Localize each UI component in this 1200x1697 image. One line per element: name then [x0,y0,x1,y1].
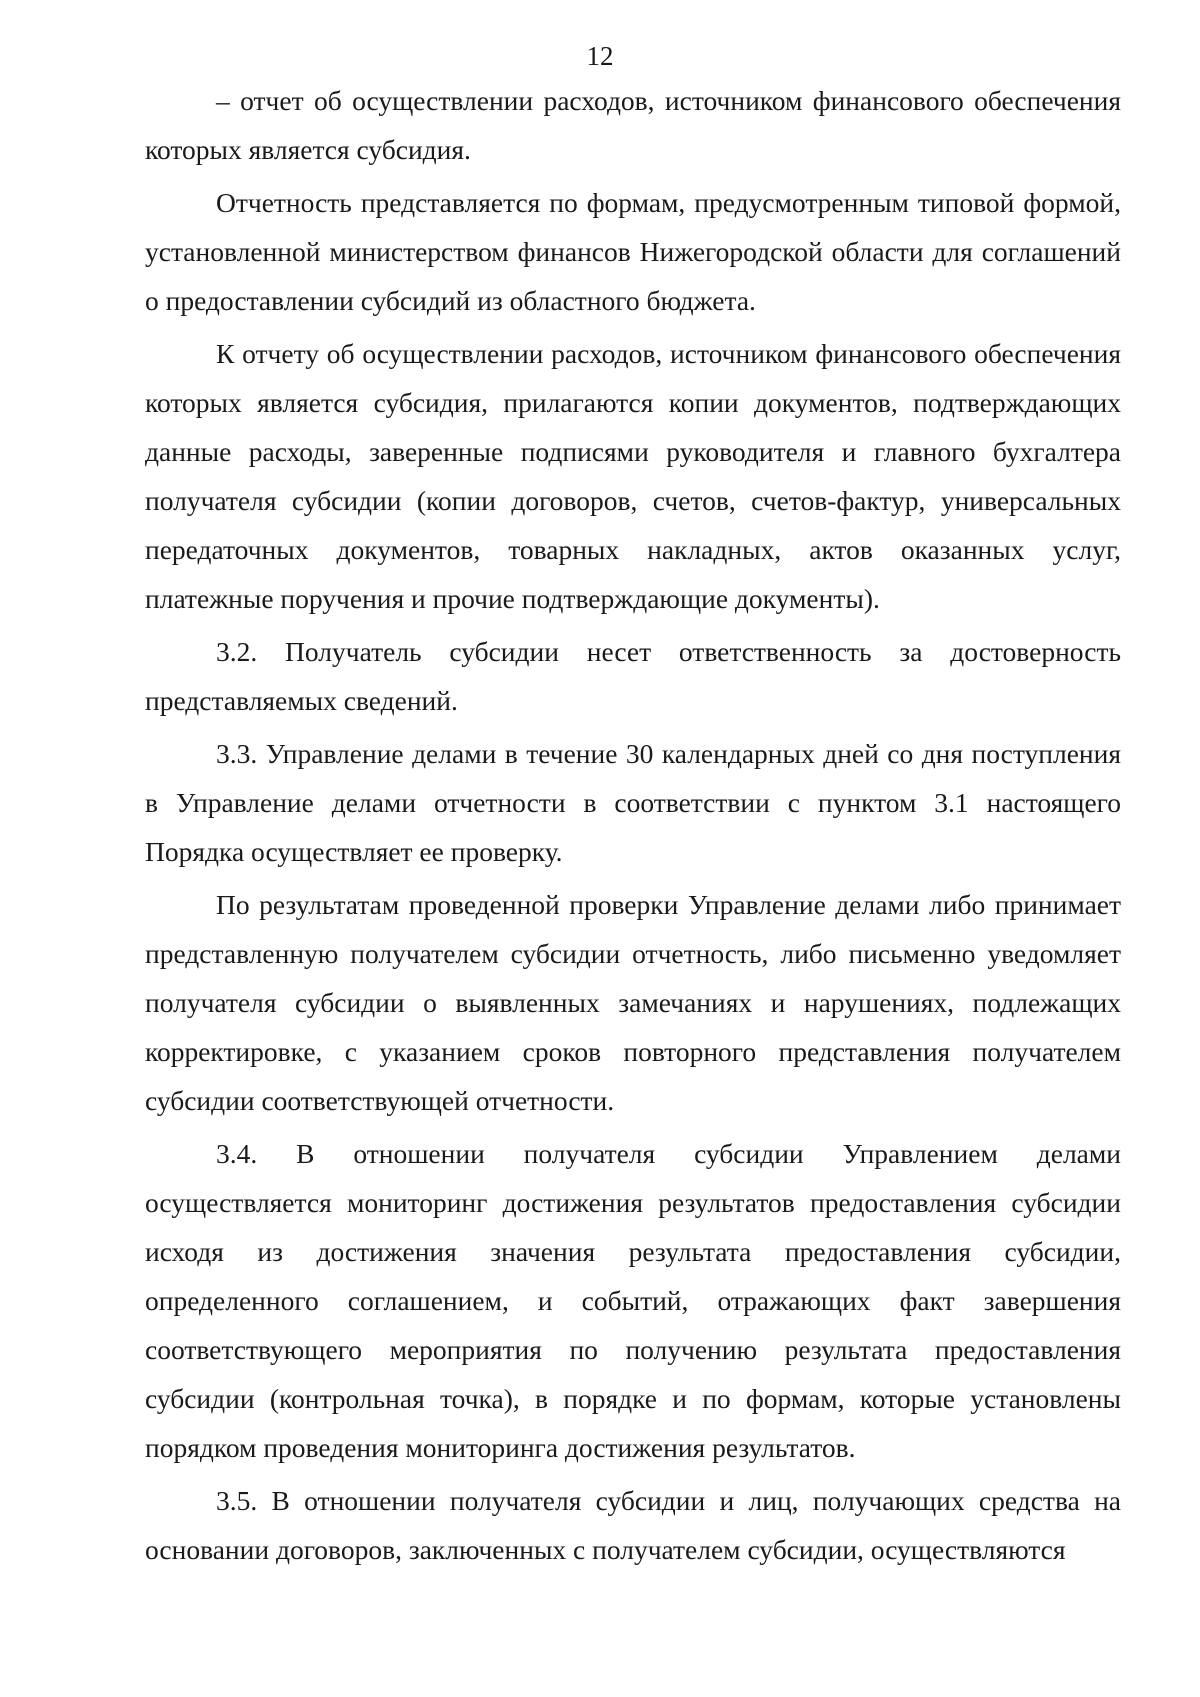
paragraph-section-3-4: 3.4. В отношении получателя субсидии Управлением делами осуществляется мониторинг достижения результатов предоставления субсидии исходя из достижения значения результата предоставления субсидии, определенного соглашением, и событий, отражающих факт завершения соответствующего мероприятия по получению результата предоставления субсидии (контрольная точка), в порядке и по формам, которые установлены порядком проведения мониторинга достижения результатов. [145,1138,1121,1463]
paragraph-section-3-3: 3.3. Управление делами в течение 30 календарных дней со дня поступления в Управление делами отчетности в соответствии с пунктом 3.1 настоящего Порядка осуществляет ее проверку. [145,738,1121,867]
paragraph-attached-documents: К отчету об осуществлении расходов, источником финансового обеспечения которых является субсидия, прилагаются копии документов, подтверждающих данные расходы, заверенные подписями руководителя и главного бухгалтера получателя субсидии (копии договоров, счетов, счетов-фактур, универсальных передаточных документов, товарных накладных, актов оказанных услуг, платежные поручения и прочие подтверждающие документы). [145,338,1121,614]
paragraph-reporting-forms: Отчетность представляется по формам, предусмотренным типовой формой, установленной министерством финансов Нижегородской области для соглашений о предоставлении субсидий из областного бюджета. [145,187,1121,316]
paragraph-section-3-5: 3.5. В отношении получателя субсидии и лиц, получающих средства на основании договоров, заключенных с получателем субсидии, осуществляются [145,1485,1121,1565]
paragraph-section-3-2: 3.2. Получатель субсидии несет ответственность за достоверность представляемых сведений. [145,636,1121,716]
page-number: 12 [586,41,614,71]
paragraph-review-results: По результатам проведенной проверки Управление делами либо принимает представленную получателем субсидии отчетность, либо письменно уведомляет получателя субсидии о выявленных замечаниях и нарушениях, подлежащих корректировке, с указанием сроков повторного представления получателем субсидии соответствующей отчетности. [145,889,1121,1116]
document-body [145,76,1121,1578]
paragraph-expense-report-item: – отчет об осуществлении расходов, источником финансового обеспечения которых является субсидия. [145,85,1121,165]
